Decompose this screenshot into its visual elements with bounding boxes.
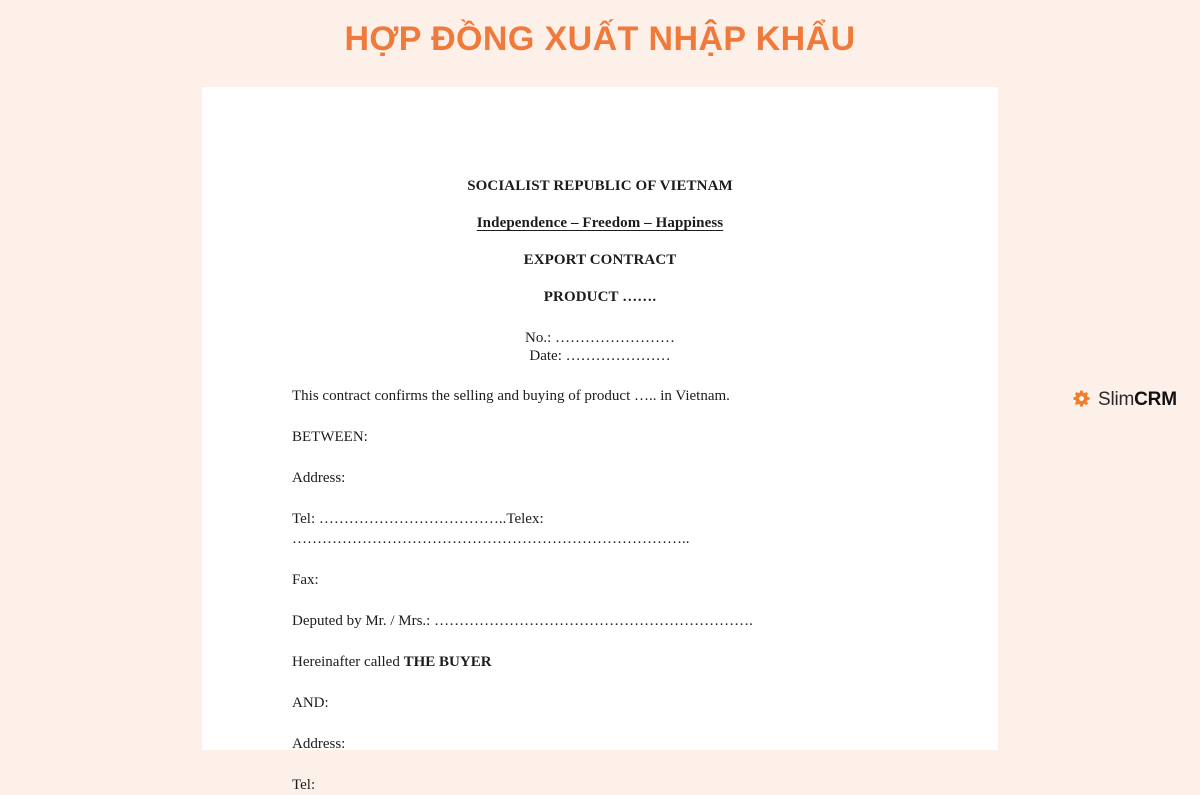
contract-number-line: No.: …………………… xyxy=(525,330,675,346)
contract-date-line: Date: ………………… xyxy=(529,348,671,364)
buyer-telex-dotted-line: …………………………………………………………………….. xyxy=(292,531,690,547)
buyer-tel-telex-field xyxy=(292,488,908,549)
heading-country: SOCIALIST REPUBLIC OF VIETNAM xyxy=(467,178,733,194)
document-card xyxy=(202,87,998,793)
slimcrm-brand-light: Slim xyxy=(1098,389,1135,410)
between-label: BETWEEN: xyxy=(292,429,368,445)
intro-paragraph: This contract confirms the selling and buying of product ….. in Vietnam. xyxy=(292,388,730,404)
heading-motto: Independence – Freedom – Happiness xyxy=(476,215,724,231)
heading-product: PRODUCT ……. xyxy=(543,289,657,305)
buyer-deputed-field: Deputed by Mr. / Mrs.: ………………………………………………………. xyxy=(292,613,753,629)
buyer-tel-telex-text: Tel: ………………………………..Telex: xyxy=(292,511,544,527)
buyer-hereinafter-line xyxy=(292,631,908,672)
seller-address-field: Address: xyxy=(292,736,346,752)
and-label: AND: xyxy=(292,695,329,711)
buyer-fax-field: Fax: xyxy=(292,572,319,588)
buyer-address-field: Address: xyxy=(292,470,346,486)
slimcrm-brand-bold: CRM xyxy=(1134,389,1177,410)
heading-contract-type: EXPORT CONTRACT xyxy=(523,252,677,268)
page-title-bar xyxy=(0,0,1200,87)
seller-tel-field: Tel: xyxy=(292,777,316,793)
document-content xyxy=(292,87,908,795)
page-title: HỢP ĐỒNG XUẤT NHẬP KHẨU xyxy=(344,19,856,58)
gear-icon xyxy=(1072,390,1091,409)
buyer-hereinafter-prefix: Hereinafter called xyxy=(292,654,404,670)
buyer-role-label: THE BUYER xyxy=(403,654,492,670)
slimcrm-wordmark xyxy=(1098,390,1177,409)
slimcrm-logo xyxy=(1072,390,1177,409)
